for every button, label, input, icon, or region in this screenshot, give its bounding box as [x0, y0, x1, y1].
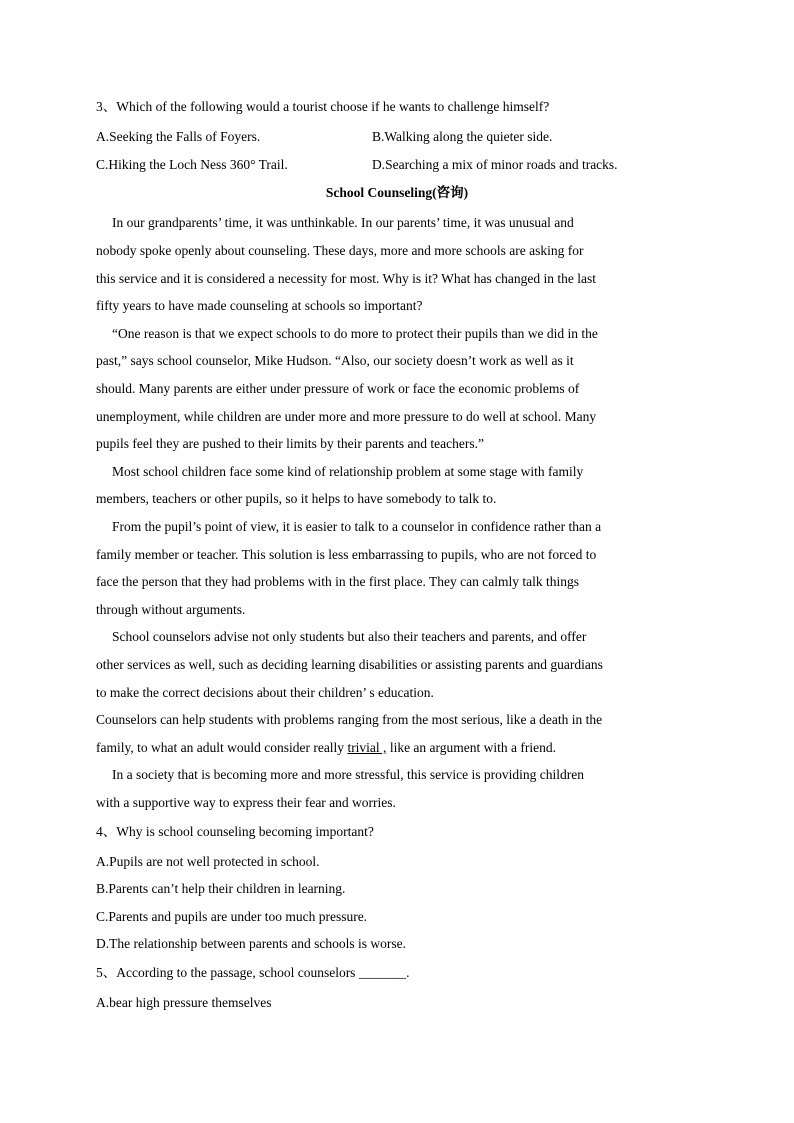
passage-line: should. Many parents are either under pressure of work or face the economic problems of — [96, 381, 580, 396]
q5-question-text: 5、According to the passage, school counselors — [96, 965, 359, 980]
passage-line: family member or teacher. This solution is less embarrassing to pupils, who are not forced to — [96, 547, 597, 562]
passage-line: From the pupil’s point of view, it is easier to talk to a counselor in confidence rather than a — [112, 519, 602, 534]
q4-option-c: C.Parents and pupils are under too much pressure. — [96, 909, 368, 924]
q4-option-b: B.Parents can’t help their children in learning. — [96, 881, 346, 896]
passage-line: to make the correct decisions about their children’ s education. — [96, 685, 434, 700]
passage-line: face the person that they had problems with in the first place. They can calmly talk things — [96, 574, 579, 589]
passage-title: School Counseling(咨询) — [325, 185, 469, 200]
q4-question: 4、Why is school counseling becoming important? — [96, 824, 374, 839]
passage-line: past,” says school counselor, Mike Hudson. “Also, our society doesn’t work as well as it — [96, 353, 574, 368]
q3-option-d: D.Searching a mix of minor roads and tracks. — [372, 157, 618, 172]
passage-line-trivial — [96, 740, 556, 756]
passage-line: pupils feel they are pushed to their limits by their parents and teachers.” — [96, 436, 484, 451]
answer-blank: _______. — [358, 965, 410, 980]
passage-line: unemployment, while children are under more and more pressure to do well at school. Many — [96, 409, 597, 424]
q3-question: 3、Which of the following would a tourist choose if he wants to challenge himself? — [96, 99, 550, 114]
passage-line: other services as well, such as deciding learning disabilities or assisting parents and guardians — [96, 657, 603, 672]
passage-line: In a society that is becoming more and more stressful, this service is providing children — [112, 767, 585, 782]
q3-option-a: A.Seeking the Falls of Foyers. — [96, 129, 261, 144]
passage-line: this service and it is considered a necessity for most. Why is it? What has changed in the last — [96, 271, 597, 286]
passage-line: through without arguments. — [96, 602, 246, 617]
q3-option-c: C.Hiking the Loch Ness 360° Trail. — [96, 157, 288, 172]
passage-text: family, to what an adult would consider really — [96, 740, 348, 755]
passage-line: In our grandparents’ time, it was unthinkable. In our parents’ time, it was unusual and — [112, 215, 574, 230]
passage-line: members, teachers or other pupils, so it helps to have somebody to talk to. — [96, 491, 497, 506]
q5-option-a: A.bear high pressure themselves — [96, 995, 272, 1010]
passage-line: Counselors can help students with problems ranging from the most serious, like a death in the — [96, 712, 603, 727]
passage-line: School counselors advise not only students but also their teachers and parents, and offer — [112, 629, 587, 644]
passage-line: Most school children face some kind of relationship problem at some stage with family — [112, 464, 584, 479]
underlined-word: trivial , — [347, 740, 387, 755]
passage-text: like an argument with a friend. — [386, 740, 557, 755]
q4-option-d: D.The relationship between parents and schools is worse. — [96, 936, 407, 951]
q3-option-b: B.Walking along the quieter side. — [372, 129, 553, 144]
q5-question — [96, 965, 409, 981]
passage-line: nobody spoke openly about counseling. These days, more and more schools are asking for — [96, 243, 584, 258]
passage-line: fifty years to have made counseling at schools so important? — [96, 298, 423, 313]
q4-option-a: A.Pupils are not well protected in school. — [96, 854, 320, 869]
passage-line: “One reason is that we expect schools to do more to protect their pupils than we did in the — [112, 326, 598, 341]
passage-line: with a supportive way to express their fear and worries. — [96, 795, 396, 810]
